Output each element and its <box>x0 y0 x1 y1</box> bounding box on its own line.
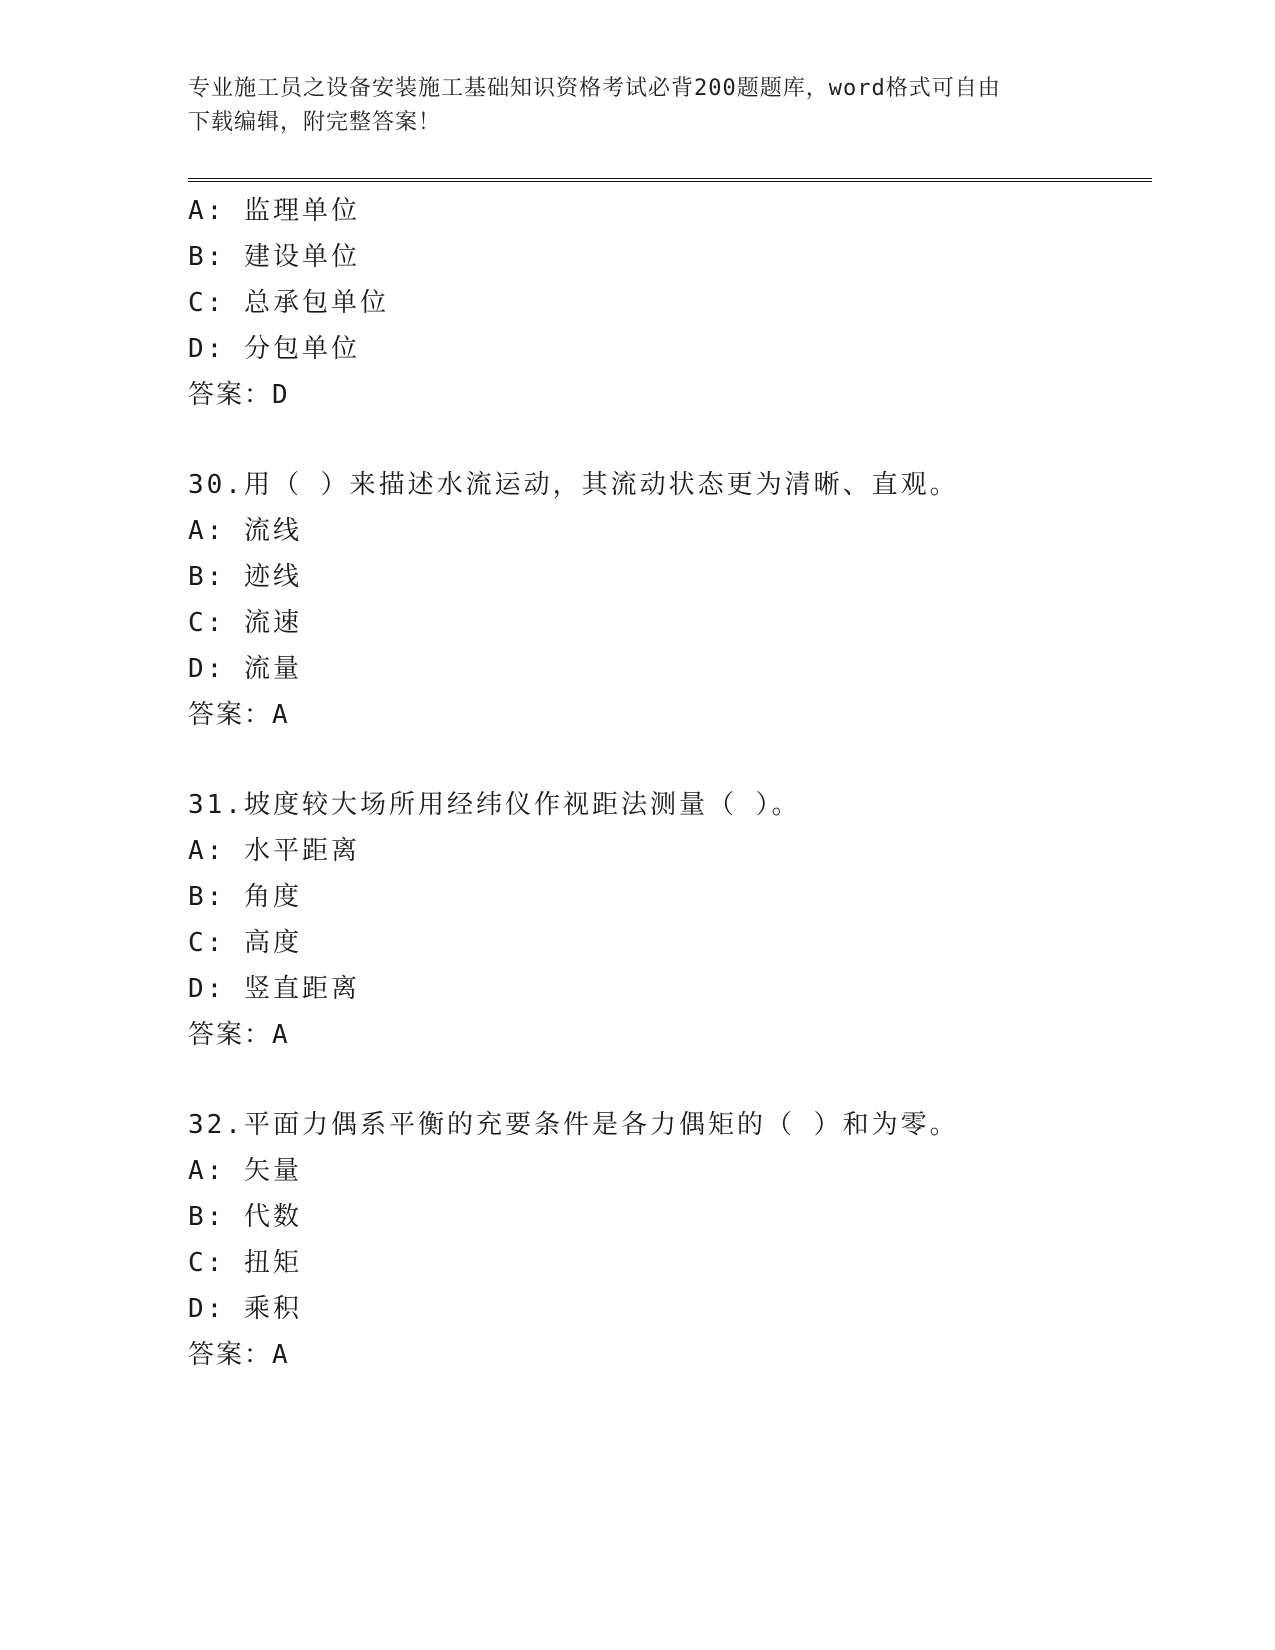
option-c <box>188 600 1152 646</box>
option-text: 角度 <box>243 882 302 912</box>
option-c <box>188 920 1152 966</box>
option-letter: B: <box>188 242 226 272</box>
option-text: 流线 <box>243 516 302 546</box>
option-text: 建设单位 <box>243 242 360 272</box>
header-line-2: 下载编辑，附完整答案！ <box>188 110 442 135</box>
option-text: 总承包单位 <box>243 288 389 318</box>
header-double-rule <box>188 178 1152 182</box>
option-letter: B: <box>188 562 226 592</box>
option-a <box>188 1148 1152 1194</box>
option-letter: C: <box>188 608 226 638</box>
option-text: 扭矩 <box>243 1248 302 1278</box>
option-letter: A: <box>188 1156 226 1186</box>
option-b <box>188 1194 1152 1240</box>
answer-line <box>188 692 1152 738</box>
option-text: 代数 <box>243 1202 302 1232</box>
question-block-prev <box>188 188 1152 418</box>
option-letter: D: <box>188 334 226 364</box>
question-block-31 <box>188 782 1152 1058</box>
option-letter: D: <box>188 974 226 1004</box>
option-b <box>188 554 1152 600</box>
option-letter: B: <box>188 1202 226 1232</box>
option-letter: C: <box>188 288 226 318</box>
option-c <box>188 280 1152 326</box>
question-block-32 <box>188 1102 1152 1378</box>
option-text: 流速 <box>243 608 302 638</box>
option-c <box>188 1240 1152 1286</box>
option-text: 水平距离 <box>243 836 360 866</box>
question-block-30 <box>188 462 1152 738</box>
option-letter: C: <box>188 928 226 958</box>
option-d <box>188 966 1152 1012</box>
option-text: 矢量 <box>243 1156 302 1186</box>
option-b <box>188 874 1152 920</box>
answer-line <box>188 1012 1152 1058</box>
question-number: 31. <box>188 790 244 820</box>
question-stem <box>188 1102 1152 1148</box>
question-text: 用（ ）来描述水流运动，其流动状态更为清晰、直观。 <box>243 470 959 500</box>
question-number: 30. <box>188 470 244 500</box>
question-number: 32. <box>188 1110 244 1140</box>
answer-label: 答案： <box>188 1340 273 1370</box>
option-text: 竖直距离 <box>243 974 360 1004</box>
option-letter: B: <box>188 882 226 912</box>
answer-value: A <box>272 1020 291 1050</box>
option-d <box>188 646 1152 692</box>
answer-value: D <box>272 380 291 410</box>
answer-value: A <box>272 1340 291 1370</box>
option-letter: C: <box>188 1248 226 1278</box>
question-stem <box>188 462 1152 508</box>
option-a <box>188 188 1152 234</box>
option-letter: A: <box>188 516 226 546</box>
question-text: 平面力偶系平衡的充要条件是各力偶矩的（ ）和为零。 <box>243 1110 959 1140</box>
answer-line <box>188 1332 1152 1378</box>
question-list <box>188 188 1152 1378</box>
option-text: 乘积 <box>243 1294 302 1324</box>
answer-line <box>188 372 1152 418</box>
option-d <box>188 1286 1152 1332</box>
option-letter: A: <box>188 836 226 866</box>
question-stem <box>188 782 1152 828</box>
option-d <box>188 326 1152 372</box>
answer-label: 答案： <box>188 1020 273 1050</box>
document-header <box>188 72 1088 140</box>
option-letter: D: <box>188 1294 226 1324</box>
option-text: 高度 <box>243 928 302 958</box>
option-text: 迹线 <box>243 562 302 592</box>
header-line-1: 专业施工员之设备安装施工基础知识资格考试必背200题题库，word格式可自由 <box>188 76 1001 101</box>
option-a <box>188 828 1152 874</box>
option-letter: A: <box>188 196 226 226</box>
question-text: 坡度较大场所用经纬仪作视距法测量（ ）。 <box>243 790 801 820</box>
option-letter: D: <box>188 654 226 684</box>
option-text: 分包单位 <box>243 334 360 364</box>
answer-value: A <box>272 700 291 730</box>
option-text: 流量 <box>243 654 302 684</box>
option-text: 监理单位 <box>243 196 360 226</box>
option-a <box>188 508 1152 554</box>
answer-label: 答案： <box>188 380 273 410</box>
option-b <box>188 234 1152 280</box>
answer-label: 答案： <box>188 700 273 730</box>
